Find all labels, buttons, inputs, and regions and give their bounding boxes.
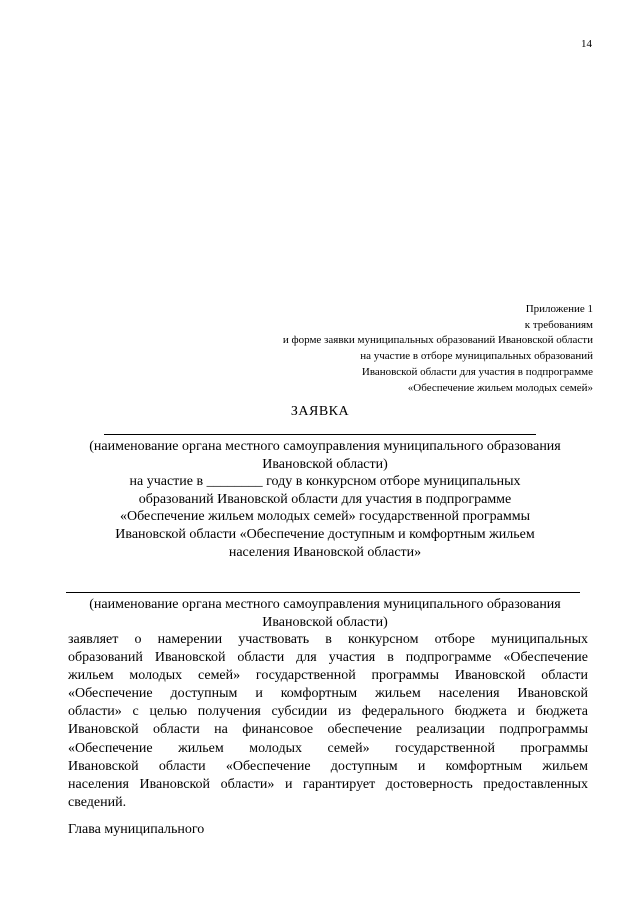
page-number: 14: [581, 38, 592, 50]
signature-label: Глава муниципального: [68, 822, 205, 837]
participation-line: Ивановской области «Обеспечение доступным и комфортным жильем: [115, 526, 535, 542]
body-line: заявляет о намерении участвовать в конкурсном отборе муниципальных: [68, 632, 588, 647]
appendix-line: и форме заявки муниципальных образований Ивановской области: [282, 334, 593, 347]
participation-line: образований Ивановской области для участия в подпрограмме: [138, 491, 512, 507]
body-line: Ивановской области на финансовое обеспечение реализации подпрограммы: [68, 722, 588, 738]
body-line: «Обеспечение доступным и комфортным жильем населения Ивановской: [68, 686, 588, 702]
body-line: жильем молодых семей» государственной программы Ивановской области: [68, 668, 588, 684]
second-note-line: Ивановской области): [262, 614, 388, 630]
participation-line: на участие в ________ году в конкурсном отборе муниципальных: [129, 474, 521, 490]
applicant-note-line: (наименование органа местного самоуправления муниципального образования: [89, 439, 561, 454]
body-line: «Обеспечение жильем молодых семей» государственной программы: [68, 740, 588, 756]
body-line: области» с целью получения субсидии из федерального бюджета и бюджета: [68, 704, 588, 720]
body-line: Ивановской области «Обеспечение доступным и комфортным жильем: [68, 758, 588, 774]
fill-in-line: [104, 434, 536, 435]
appendix-line: Приложение 1: [525, 303, 593, 315]
participation-line: «Обеспечение жильем молодых семей» государственной программы: [119, 509, 531, 525]
document-title: ЗАЯВКА: [290, 404, 350, 419]
body-paragraph: [68, 631, 588, 812]
participation-line: населения Ивановской области»: [228, 544, 422, 560]
applicant-block: [50, 438, 600, 561]
body-line: образований Ивановской области для участия в подпрограмме «Обеспечение: [68, 650, 588, 666]
appendix-line: Ивановской области для участия в подпрограмме: [361, 365, 593, 378]
second-note: [50, 596, 600, 631]
second-note-line: (наименование органа местного самоуправления муниципального образования: [89, 597, 561, 612]
appendix-line: на участие в отборе муниципальных образований: [360, 350, 593, 363]
appendix-header: [193, 302, 593, 396]
applicant-note-line: Ивановской области): [262, 456, 388, 472]
body-line: населения Ивановской области» и гарантирует достоверность предоставленных: [68, 776, 588, 792]
appendix-line: к требованиям: [524, 318, 593, 331]
body-line: сведений.: [68, 794, 127, 810]
appendix-line: «Обеспечение жильем молодых семей»: [407, 381, 593, 394]
fill-in-line: [66, 592, 580, 593]
